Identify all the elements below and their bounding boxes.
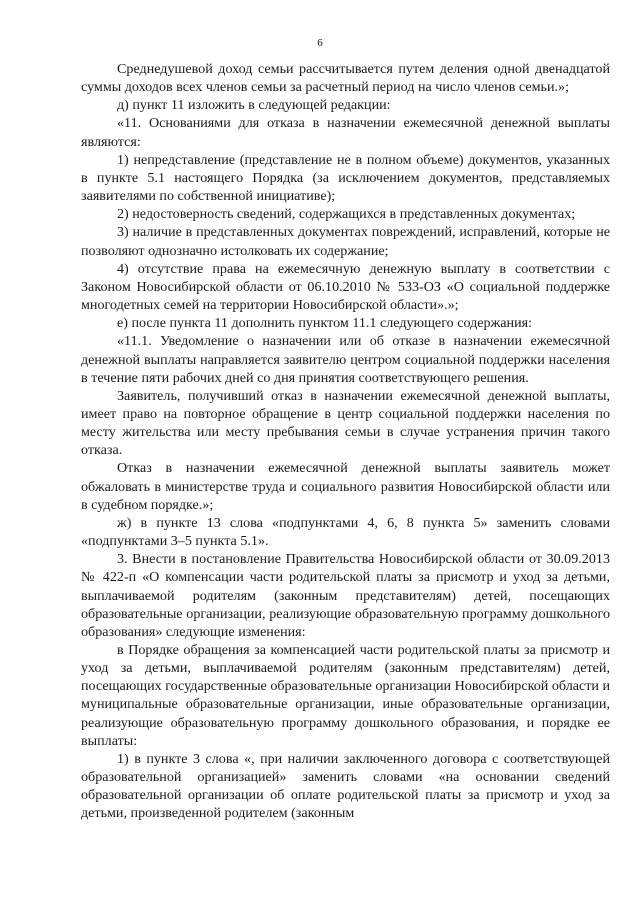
page-number: 6 [317,37,323,49]
paragraph-item-11-1: «11.1. Уведомление о назначении или об отказе в назначении ежемесячной денежной выплаты направляется заявителю центром социальной поддержки населения в течение пяти рабочих дней со дня принятия соответствующего решения. [81,333,610,386]
paragraph-refusal-reason-4: 4) отсутствие права на ежемесячную денежную выплату в соответствии с Законом Новосибирской области от 06.10.2010 № 533-ОЗ «О социальной поддержке многодетных семей на территории Новосибирской области».»; [81,260,610,314]
paragraph-appeal-refusal: Отказ в назначении ежемесячной денежной выплаты заявитель может обжаловать в министерстве труда и социального развития Новосибирской области или в судебном порядке.»; [81,460,610,513]
document-body [81,60,610,823]
paragraph-refusal-reason-3: 3) наличие в представленных документах повреждений, исправлений, которые не позволяют однозначно истолковать их содержание; [81,224,610,259]
paragraph-procedure-intro: в Порядке обращения за компенсацией части родительской платы за присмотр и уход за детьми, выплачиваемой родителям (законным представителям) детей, посещающих государственные образовательные организации Новосибирской области и муниципальные образовательные организации, иные образовательные организации, реализующие образовательную программу дошкольного образования, и порядке ее выплаты: [81,642,611,749]
paragraph-item-zh: ж) в пункте 13 слова «подпунктами 4, 6, 8 пункта 5» заменить словами «подпунктами 3–5 пункта 5.1». [81,514,610,550]
paragraph-item-11-intro: «11. Основаниями для отказа в назначении ежемесячной денежной выплаты являются: [81,115,610,150]
paragraph-refusal-reason-1: 1) непредставление (представление не в полном объеме) документов, указанных в пункте 5.1 настоящего Порядка (за исключением документов, представляемых заявителями по собственной инициативе); [81,151,610,205]
paragraph-income-definition: Среднедушевой доход семьи рассчитывается путем деления одной двенадцатой суммы доходов всех членов семьи за расчетный период на число членов семьи.»; [81,61,610,96]
paragraph-repeat-appeal: Заявитель, получивший отказ в назначении ежемесячной денежной выплаты, имеет право на повторное обращение в центр социальной поддержки населения по месту жительства или месту пребывания семьи в случае устранения причин такого отказа. [81,387,610,459]
paragraph-item-d: д) пункт 11 изложить в следующей редакции: [117,97,391,114]
paragraph-refusal-reason-2: 2) недостоверность сведений, содержащихся в представленных документах; [117,206,576,223]
paragraph-section-3: 3. Внести в постановление Правительства Новосибирской области от 30.09.2013 № 422-п «О компенсации части родительской платы за присмотр и уход за детьми, выплачиваемой родителям (законным представителям) детей, посещающих образовательные организации, реализующие образовательную программу дошкольного образования» следующие изменения: [81,551,610,640]
paragraph-amendment-1: 1) в пункте 3 слова «, при наличии заключенного договора с соответствующей образовательной организацией» заменить словами «на основании сведений образовательной организации об оплате родительской платы за присмотр и уход за детьми, произведенной родителем (законным [81,750,610,822]
paragraph-item-e: е) после пункта 11 дополнить пунктом 11.1 следующего содержания: [117,315,533,332]
